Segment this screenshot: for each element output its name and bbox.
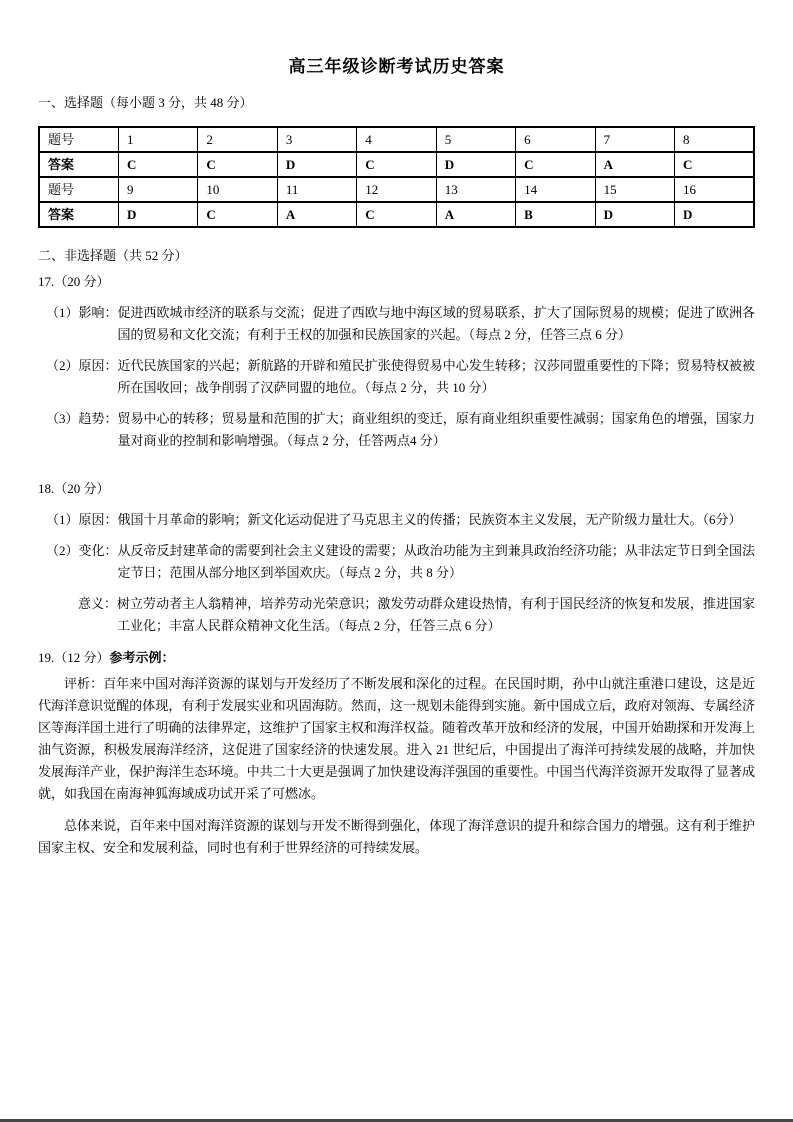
q18-label: 18.（20 分）	[38, 481, 110, 496]
row-header-cell: 题号	[39, 177, 118, 202]
q18-item-2-marker: （2）变化：	[46, 543, 118, 558]
q17-item-2-marker: （2）原因：	[46, 358, 118, 373]
qnum-cell: 8	[675, 127, 755, 152]
answer-cell: C	[357, 202, 436, 227]
q17-item-2	[46, 355, 755, 399]
qnum-cell: 10	[198, 177, 277, 202]
qnum-cell: 4	[357, 127, 436, 152]
q19-label-example: 参考示例：	[109, 650, 175, 665]
q19-label-prefix: 19.（12 分）	[38, 650, 110, 665]
row-header-cell: 答案	[39, 202, 118, 227]
q17-item-1	[46, 302, 755, 346]
q18-item-2-text: 从反帝反封建革命的需要到社会主义建设的需要；从政治功能为主到兼具政治经济功能；从非法定节日到全国法定节日；范围从部分地区到举国欢庆。（每点 2 分，共 8 分）	[117, 543, 755, 580]
table-row-qnum-1-8	[39, 127, 754, 152]
q18-item-1-marker: （1）原因：	[46, 512, 118, 527]
q17-item-1-text: 促进西欧城市经济的联系与交流；促进了西欧与地中海区域的贸易联系，扩大了国际贸易的规模；促进了欧洲各国的贸易和文化交流；有利于王权的加强和民族国家的兴起。（每点 2 分，任答三点 6 分）	[117, 305, 755, 342]
answer-cell: D	[277, 152, 356, 177]
q19-paragraph-1: 评析：百年来中国对海洋资源的谋划与开发经历了不断发展和深化的过程。在民国时期，孙中山就注重港口建设，这是近代海洋意识觉醒的体现，有利于发展实业和巩固海防。然而，这一规划未能得到实施。新中国成立后，政府对领海、专属经济区等海洋国土进行了明确的法律界定，这维护了国家主权和海洋权益。随着改革开放和经济的发展，中国开始勘探和开发海上油气资源，积极发展海洋经济，这促进了国家经济的快速发展。进入 21 世纪后，中国提出了海洋可持续发展的战略，并加快发展海洋产业，保护海洋生态环境。中共二十大更是强调了加快建设海洋强国的重要性。中国当代海洋资源开发取得了显著成就，如我国在南海神狐海域成功试开采了可燃冰。	[38, 676, 755, 801]
q18-item-2	[46, 540, 755, 584]
answer-cell: C	[357, 152, 436, 177]
qnum-cell: 7	[595, 127, 674, 152]
qnum-cell: 16	[675, 177, 755, 202]
q18-item-meaning-marker: 意义：	[78, 596, 118, 611]
answer-cell: D	[436, 152, 515, 177]
row-header-cell: 答案	[39, 152, 118, 177]
answer-cell: C	[118, 152, 197, 177]
q17-item-1-marker: （1）影响：	[46, 305, 118, 320]
qnum-cell: 13	[436, 177, 515, 202]
answer-cell: A	[277, 202, 356, 227]
qnum-cell: 9	[118, 177, 197, 202]
qnum-cell: 15	[595, 177, 674, 202]
answer-cell: D	[675, 202, 755, 227]
qnum-cell: 3	[277, 127, 356, 152]
answer-table	[38, 126, 755, 228]
answer-cell: A	[436, 202, 515, 227]
qnum-cell: 1	[118, 127, 197, 152]
qnum-cell: 2	[198, 127, 277, 152]
answer-cell: C	[516, 152, 595, 177]
q18-item-meaning-text: 树立劳动者主人翁精神，培养劳动光荣意识；激发劳动群众建设热情，有利于国民经济的恢复和发展，推进国家工业化；丰富人民群众精神文化生活。（每点 2 分，任答三点 6 分）	[117, 596, 755, 633]
answer-cell: D	[595, 202, 674, 227]
q17-item-3-text: 贸易中心的转移；贸易量和范围的扩大；商业组织的变迁，原有商业组织重要性减弱；国家角色的增强，国家力量对商业的控制和影响增强。（每点 2 分，任答两点4 分）	[117, 411, 755, 448]
answer-cell: D	[118, 202, 197, 227]
q19-label	[38, 647, 755, 669]
qnum-cell: 6	[516, 127, 595, 152]
q17-item-3	[46, 408, 755, 452]
q19-paragraph-2: 总体来说，百年来中国对海洋资源的谋划与开发不断得到强化，体现了海洋意识的提升和综合国力的增强。这有利于维护国家主权、安全和发展利益，同时也有利于世界经济的可持续发展。	[38, 818, 755, 855]
qnum-cell: 12	[357, 177, 436, 202]
answer-cell: C	[198, 202, 277, 227]
q17-item-3-marker: （3）趋势：	[46, 411, 118, 426]
q18-item-1	[46, 509, 755, 531]
qnum-cell: 14	[516, 177, 595, 202]
qnum-cell: 11	[277, 177, 356, 202]
answer-cell: C	[198, 152, 277, 177]
q17-label: 17.（20 分）	[38, 274, 110, 289]
section-free-heading: 二、非选择题（共 52 分）	[38, 248, 188, 263]
answer-cell: A	[595, 152, 674, 177]
table-row-answer-1-8	[39, 152, 754, 177]
table-row-qnum-9-16	[39, 177, 754, 202]
qnum-cell: 5	[436, 127, 515, 152]
q17-item-2-text: 近代民族国家的兴起；新航路的开辟和殖民扩张使得贸易中心发生转移；汉莎同盟重要性的下降；贸易特权被被所在国收回；战争削弱了汉萨同盟的地位。（每点 2 分，共 10 分）	[117, 358, 755, 395]
table-row-answer-9-16	[39, 202, 754, 227]
q18-item-meaning	[78, 593, 755, 637]
page-title: 高三年级诊断考试历史答案	[288, 57, 505, 76]
section-choice-heading: 一、选择题（每小题 3 分，共 48 分）	[38, 95, 253, 110]
q18-item-1-text: 俄国十月革命的影响；新文化运动促进了马克思主义的传播；民族资本主义发展，无产阶级力量壮大。（6分）	[117, 512, 742, 527]
answer-cell: B	[516, 202, 595, 227]
answer-cell: C	[675, 152, 755, 177]
row-header-cell: 题号	[39, 127, 118, 152]
